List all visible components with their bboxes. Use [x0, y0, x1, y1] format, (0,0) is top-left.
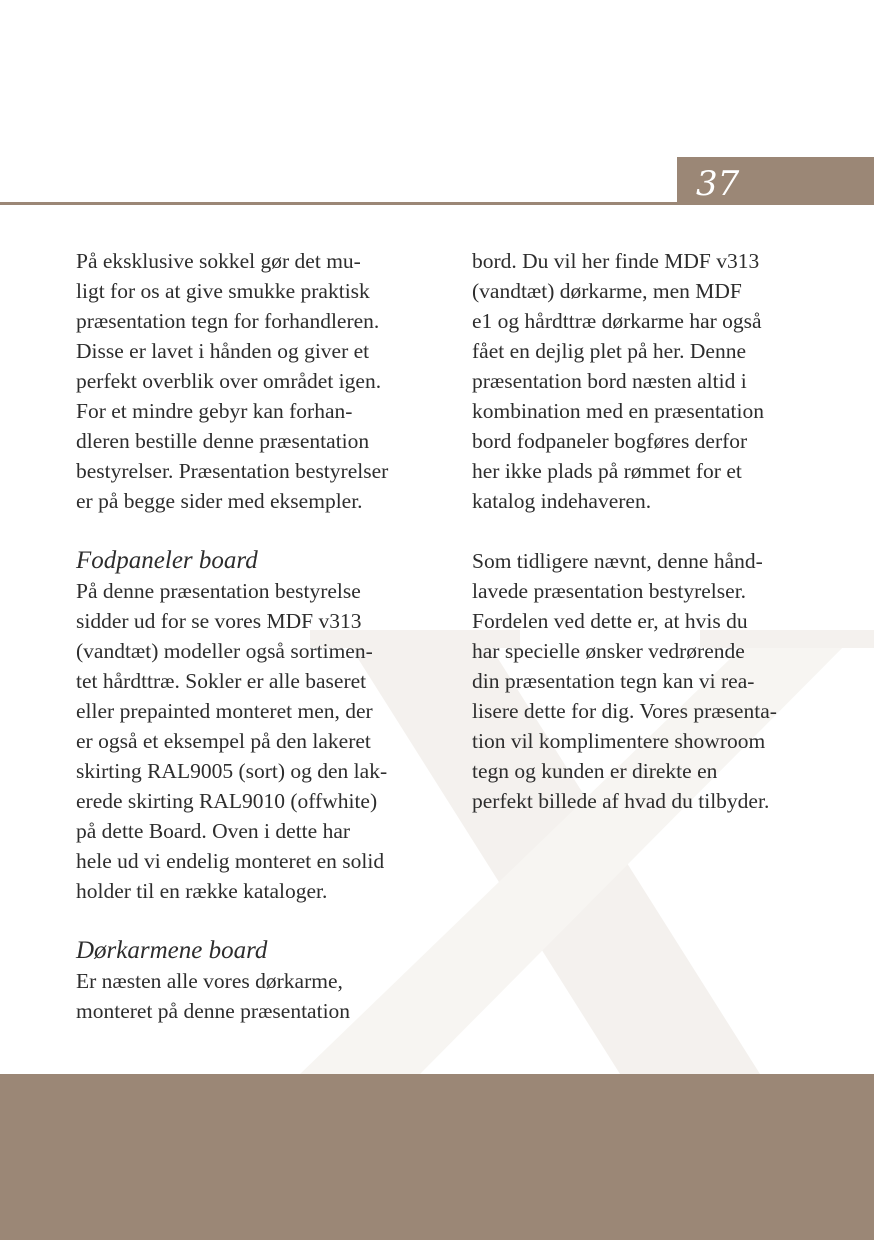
text-line: holder til en række kataloger.	[76, 879, 328, 903]
text-line: perfekt overblik over området igen.	[76, 369, 382, 393]
text-line: (vandtæt) modeller også sortimen-	[76, 639, 373, 663]
paragraph-fodpaneler	[76, 576, 432, 906]
text-line: perfekt billede af hvad du tilbyder.	[472, 789, 770, 813]
paragraph-intro	[76, 246, 432, 516]
text-line: tion vil komplimentere showroom	[472, 729, 766, 753]
text-line: er også et eksempel på den lakeret	[76, 729, 371, 753]
section-heading-fodpaneler: Fodpaneler board	[76, 547, 258, 574]
text-line: tegn og kunden er direkte en	[472, 759, 718, 783]
text-line: præsentation bord næsten altid i	[472, 369, 747, 393]
text-line: ligt for os at give smukke praktisk	[76, 279, 370, 303]
text-line: For et mindre gebyr kan forhan-	[76, 399, 353, 423]
text-line: din præsentation tegn kan vi rea-	[472, 669, 755, 693]
text-line: På denne præsentation bestyrelse	[76, 579, 361, 603]
text-line: lavede præsentation bestyrelser.	[472, 579, 747, 603]
text-line: fået en dejlig plet på her. Denne	[472, 339, 747, 363]
text-line: Som tidligere nævnt, denne hånd-	[472, 549, 763, 573]
page-number: 37	[696, 164, 740, 204]
text-line: sidder ud for se vores MDF v313	[76, 609, 362, 633]
paragraph-handmade	[472, 546, 816, 816]
text-line: bord. Du vil her finde MDF v313	[472, 249, 760, 273]
text-line: skirting RAL9005 (sort) og den lak-	[76, 759, 388, 783]
text-line: her ikke plads på rømmet for et	[472, 459, 742, 483]
text-line: eller prepainted monteret men, der	[76, 699, 373, 723]
text-line: På eksklusive sokkel gør det mu-	[76, 249, 361, 273]
text-line: katalog indehaveren.	[472, 489, 652, 513]
text-line: er på begge sider med eksempler.	[76, 489, 363, 513]
text-line: Er næsten alle vores dørkarme,	[76, 969, 343, 993]
text-line: monteret på denne præsentation	[76, 999, 351, 1023]
text-line: dleren bestille denne præsentation	[76, 429, 370, 453]
paragraph-dorkarmene	[76, 966, 432, 1026]
text-line: bord fodpaneler bogføres derfor	[472, 429, 748, 453]
footer-band	[0, 1074, 874, 1240]
text-line: kombination med en præsentation	[472, 399, 764, 423]
paragraph-dorkarmene-continued	[472, 246, 816, 516]
left-column	[76, 246, 432, 1026]
text-line: på dette Board. Oven i dette har	[76, 819, 351, 843]
text-line: Disse er lavet i hånden og giver et	[76, 339, 370, 363]
text-line: præsentation tegn for forhandleren.	[76, 309, 380, 333]
text-line: bestyrelser. Præsentation bestyrelser	[76, 459, 389, 483]
text-line: tet hårdttræ. Sokler er alle baseret	[76, 669, 367, 693]
text-line: e1 og hårdttræ dørkarme har også	[472, 309, 762, 333]
text-line: erede skirting RAL9010 (offwhite)	[76, 789, 378, 813]
right-column	[472, 246, 816, 816]
text-line: Fordelen ved dette er, at hvis du	[472, 609, 748, 633]
text-line: (vandtæt) dørkarme, men MDF	[472, 279, 742, 303]
text-line: lisere dette for dig. Vores præsenta-	[472, 699, 777, 723]
text-line: har specielle ønsker vedrørende	[472, 639, 745, 663]
text-line: hele ud vi endelig monteret en solid	[76, 849, 385, 873]
section-heading-dorkarmene: Dørkarmene board	[76, 937, 268, 964]
